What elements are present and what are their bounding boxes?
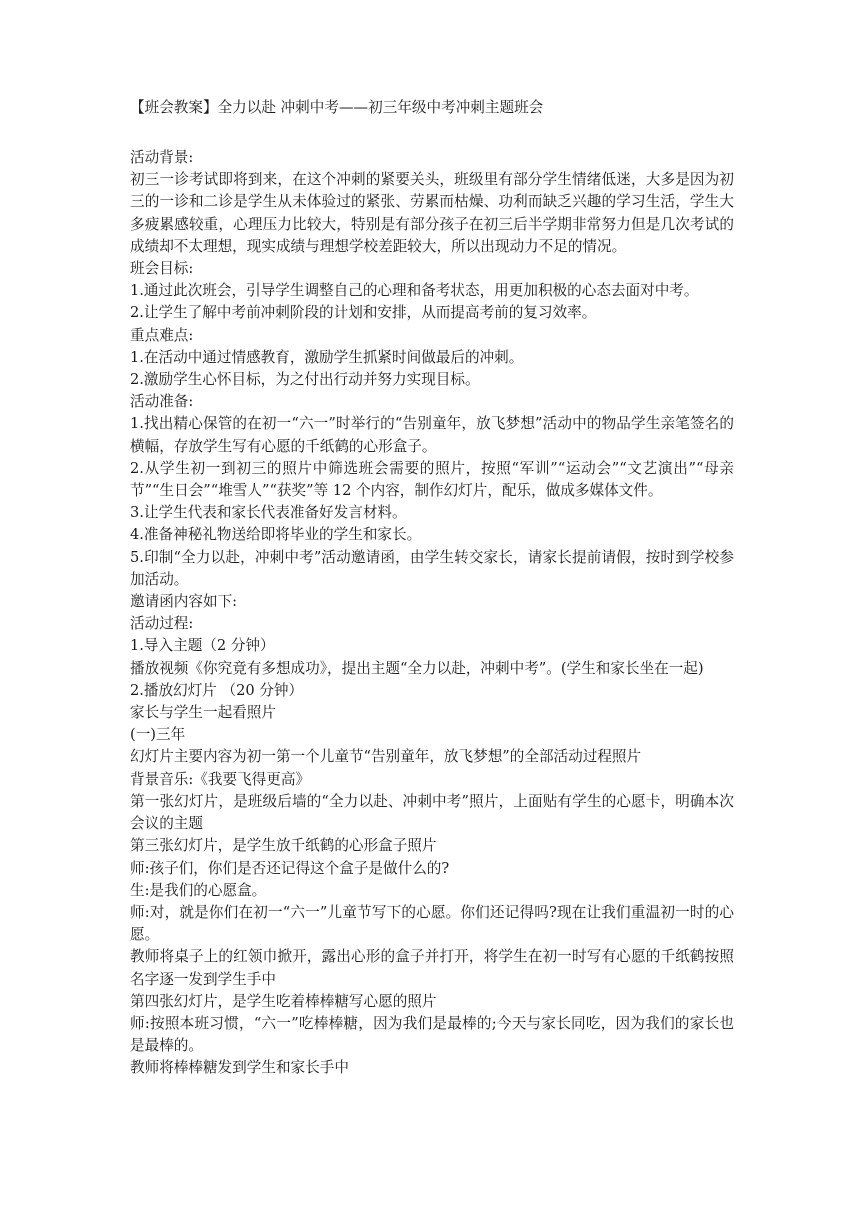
paragraph: 活动背景: xyxy=(130,149,194,166)
paragraph: 2.从学生初一到初三的照片中筛选班会需要的照片，按照“军训”“运动会”“文艺演出”“母亲节”“生日会”“堆雪人”“获奖”等 12 个内容，制作幻灯片，配乐，做成多媒体文件。 xyxy=(130,459,734,500)
paragraph: 师:孩子们，你们是否还记得这个盒子是做什么的? xyxy=(130,859,450,877)
paragraph: 背景音乐:《我要飞得更高》 xyxy=(130,770,311,788)
paragraph: (一)三年 xyxy=(130,726,186,744)
paragraph: 师:按照本班习惯，“六一”吃棒棒糖，因为我们是最棒的;今天与家长同吃，因为我们的家长也是最棒的。 xyxy=(130,1014,734,1055)
paragraph: 幻灯片主要内容为初一第一个儿童节“告别童年，放飞梦想”的全部活动过程照片 xyxy=(130,748,642,766)
paragraph: 活动过程: xyxy=(130,615,194,633)
paragraph: 1.在活动中通过情感教育，激励学生抓紧时间做最后的冲刺。 xyxy=(130,348,524,366)
paragraph: 班会目标: xyxy=(130,260,194,278)
paragraph: 1.导入主题（2 分钟） xyxy=(130,637,275,655)
paragraph: 5.印制“全力以赴，冲刺中考”活动邀请函，由学生转交家长，请家长提前请假，按时到学校参加活动。 xyxy=(130,548,734,588)
paragraph: 3.让学生代表和家长代表准备好发言材料。 xyxy=(130,504,407,522)
paragraph: 教师将棒棒糖发到学生和家长手中 xyxy=(130,1059,349,1077)
paragraph: 第一张幻灯片，是班级后墙的“全力以赴、冲刺中考”照片，上面贴有学生的心愿卡，明确本次会议的主题 xyxy=(130,792,734,833)
paragraph: 师:对，就是你们在初一“六一”儿童节写下的心愿。你们还记得吗?现在让我们重温初一时的心愿。 xyxy=(130,903,734,944)
paragraph: 1.找出精心保管的在初一“六一”时举行的“告别童年，放飞梦想”活动中的物品学生亲笔签名的横幅，存放学生写有心愿的千纸鹤的心形盒子。 xyxy=(130,415,734,455)
paragraph: 生:是我们的心愿盒。 xyxy=(130,881,267,899)
paragraph: 邀请函内容如下: xyxy=(130,593,238,611)
paragraph: 第四张幻灯片，是学生吃着棒棒糖写心愿的照片 xyxy=(130,992,437,1010)
paragraph: 初三一诊考试即将到来，在这个冲刺的紧要关头，班级里有部分学生情绪低迷，大多是因为初三的一诊和二诊是学生从未体验过的紧张、劳累而枯燥、功利而缺乏兴趣的学习生活，学生大多疲累感较重，心理压力比较大，特别是有部分孩子在初三后半学期非常努力但是几次考试的成绩却不太理想，现实成绩与理想学校差距较大，所以出现动力不足的情况。 xyxy=(130,171,734,255)
paragraph: 2.让学生了解中考前冲刺阶段的计划和安排，从而提高考前的复习效率。 xyxy=(130,304,597,322)
document-title: 【班会教案】全力以赴 冲刺中考——初三年级中考冲刺主题班会 xyxy=(130,99,544,116)
paragraph: 第三张幻灯片，是学生放千纸鹤的心形盒子照片 xyxy=(130,837,437,855)
paragraph: 教师将桌子上的红领巾掀开，露出心形的盒子并打开，将学生在初一时写有心愿的千纸鹤按照名字逐一发到学生手中 xyxy=(130,948,734,988)
paragraph: 重点难点: xyxy=(130,326,194,344)
paragraph: 2.播放幻灯片 （20 分钟） xyxy=(130,681,304,699)
paragraph: 播放视频《你究竟有多想成功》，提出主题“全力以赴，冲刺中考”。(学生和家长坐在一起) xyxy=(130,659,704,677)
document-page xyxy=(130,97,734,1080)
paragraph: 家长与学生一起看照片 xyxy=(130,704,276,722)
paragraph: 1.通过此次班会，引导学生调整自己的心理和备考状态，用更加积极的心态去面对中考。 xyxy=(130,282,699,300)
paragraph: 2.激励学生心怀目标，为之付出行动并努力实现目标。 xyxy=(130,371,480,389)
document-body xyxy=(130,147,734,1080)
paragraph: 活动准备: xyxy=(130,393,194,411)
paragraph: 4.准备神秘礼物送给即将毕业的学生和家长。 xyxy=(130,526,422,544)
